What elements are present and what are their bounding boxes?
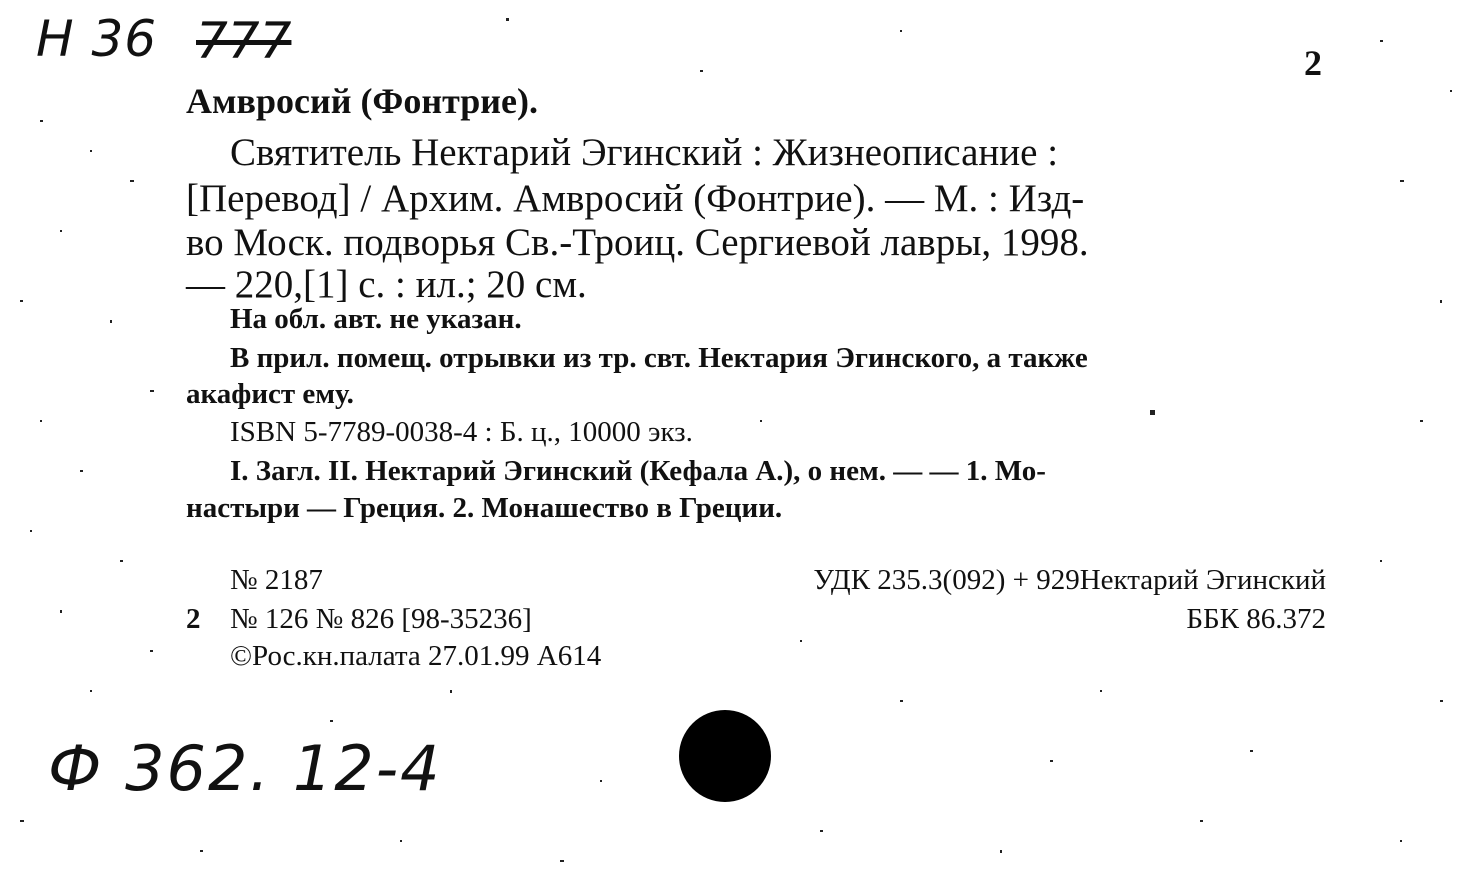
- title-line-4: — 220,[1] с. : ил.; 20 см.: [186, 263, 587, 306]
- subjects-line-2: настыри — Греция. 2. Монашество в Греции.: [186, 492, 783, 524]
- note-appendix-2: акафист ему.: [186, 378, 354, 410]
- record-number-2187: № 2187: [230, 564, 323, 596]
- shelfmark-struck-number: 777: [196, 12, 292, 70]
- note-author: На обл. авт. не указан.: [230, 303, 522, 335]
- note-appendix-1: В прил. помещ. отрывки из тр. свт. Нектария Эгинского, а также: [230, 342, 1088, 374]
- punch-hole: [679, 710, 771, 802]
- title-line-2: [Перевод] / Архим. Амвросий (Фонтрие). — М. : Изд-: [186, 177, 1085, 220]
- card-number: 2: [1304, 43, 1322, 83]
- isbn-line: ISBN 5-7789-0038-4 : Б. ц., 10000 экз.: [230, 416, 693, 448]
- udk-classification: УДК 235.3(092) + 929Нектарий Эгинский: [813, 564, 1326, 596]
- book-chamber-stamp: ©Рос.кн.палата 27.01.99 А614: [230, 640, 602, 672]
- title-line-3: во Моск. подворья Св.-Троиц. Сергиевой лавры, 1998.: [186, 221, 1089, 264]
- shelfmark-handwritten-top: Н 36: [36, 10, 158, 68]
- copies-count: 2: [186, 603, 201, 635]
- author-heading: Амвросий (Фонтрие).: [186, 81, 538, 121]
- shelfmark-handwritten-bottom: Ф 362. 12-4: [48, 732, 442, 805]
- subjects-line-1: I. Загл. II. Нектарий Эгинский (Кефала А.), о нем. — — 1. Мо-: [230, 455, 1046, 487]
- bbk-classification: ББК 86.372: [1186, 603, 1326, 635]
- title-line-1: Святитель Нектарий Эгинский : Жизнеописание :: [230, 131, 1059, 174]
- record-numbers-126-826: № 126 № 826 [98-35236]: [230, 603, 532, 635]
